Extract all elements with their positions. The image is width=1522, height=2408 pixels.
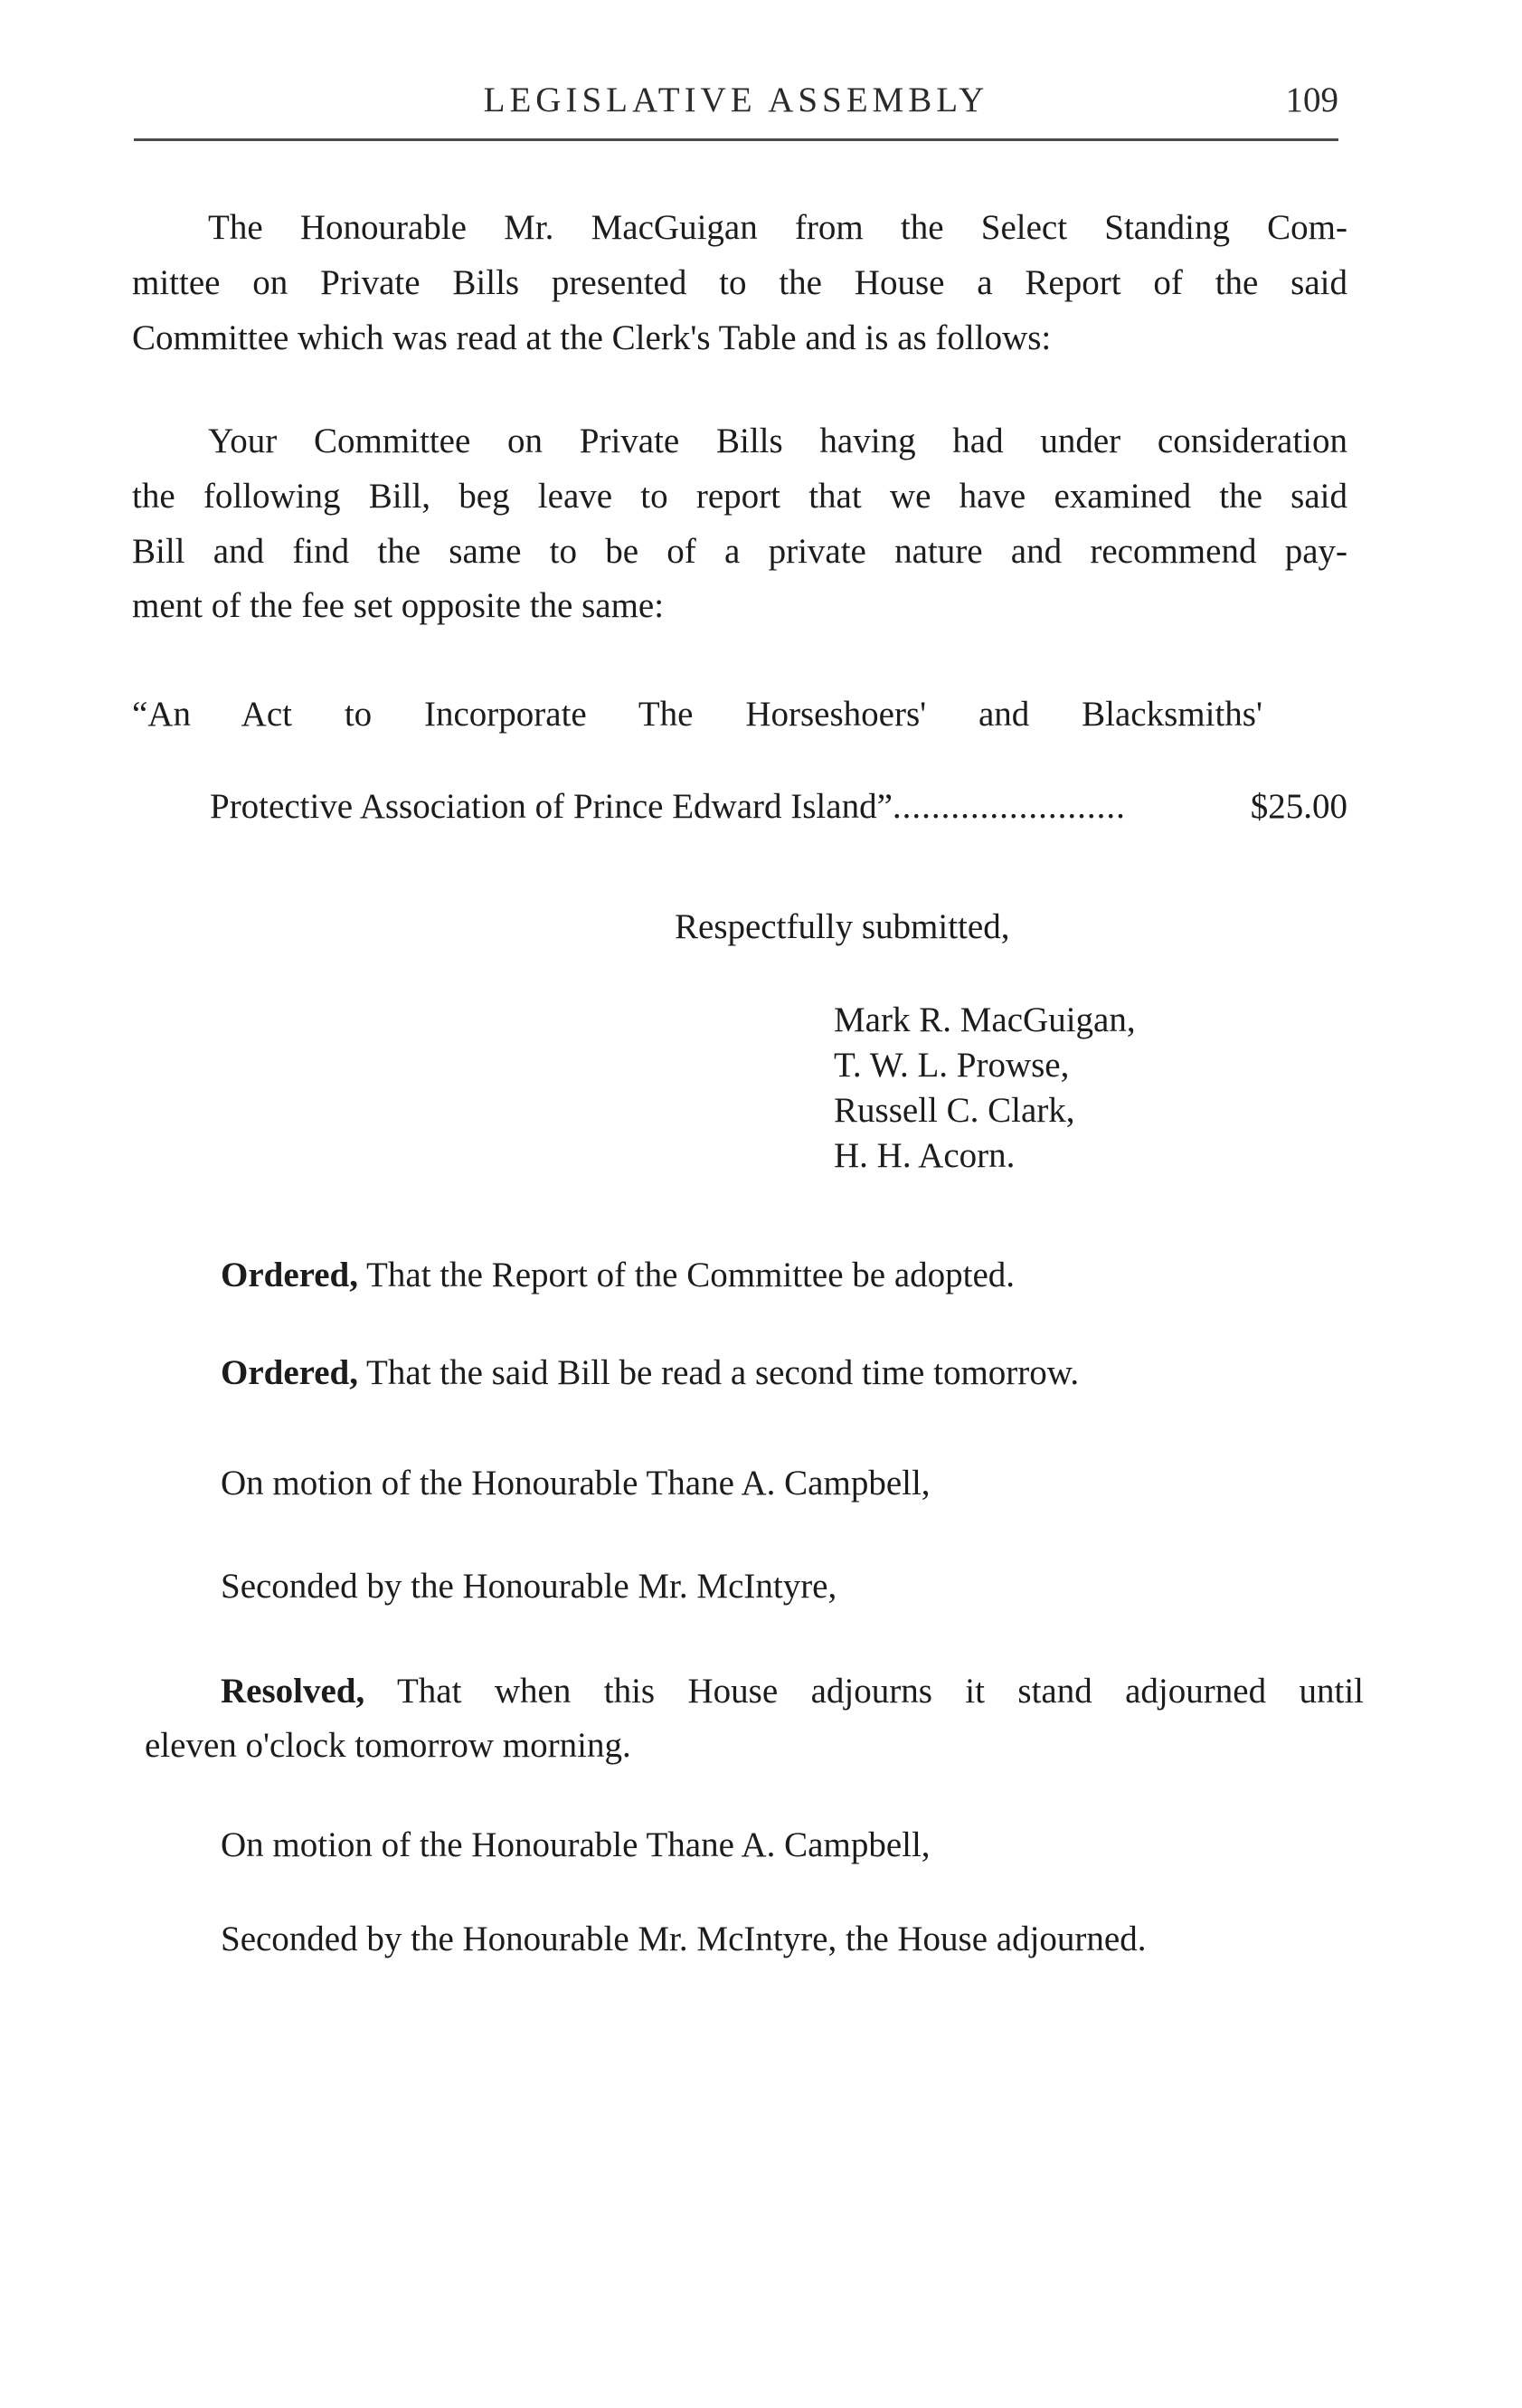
signatory-4: H. H. Acorn. <box>834 1136 1016 1175</box>
signatory-2: T. W. L. Prowse, <box>834 1046 1070 1085</box>
dot-leader: ........................ <box>892 787 1126 826</box>
running-header <box>134 80 1338 130</box>
report-body-line-2: the following Bill, beg leave to report that we have examined the said <box>132 477 1347 516</box>
report-body-line-4: ment of the fee set opposite the same: <box>132 586 665 625</box>
order-second-reading <box>221 1355 1079 1390</box>
report-body-line-3: Bill and find the same to be of a private nature and recommend pay- <box>132 532 1347 571</box>
signatory-1: Mark R. MacGuigan, <box>834 1000 1136 1039</box>
report-intro-line-3: Committee which was read at the Clerk's Table and is as follows: <box>132 318 1052 357</box>
resolution-text: That when this House adjourns it stand adjourned until <box>364 1672 1364 1711</box>
motion-2-moved: On motion of the Honourable Thane A. Campbell, <box>221 1825 931 1864</box>
respectfully-submitted: Respectfully submitted, <box>675 907 1010 946</box>
bill-title-line-1: “An Act to Incorporate The Horseshoers' and Blacksmiths' <box>132 695 1262 734</box>
order-text: That the said Bill be read a second time tomorrow. <box>358 1353 1080 1392</box>
order-keyword: Ordered, <box>221 1353 359 1392</box>
bill-title-text: Protective Association of Prince Edward Island” <box>210 787 893 826</box>
resolution-line-1 <box>221 1673 1364 1709</box>
header-rule <box>134 138 1338 141</box>
motion-1-seconded: Seconded by the Honourable Mr. McIntyre, <box>221 1567 837 1606</box>
report-intro-line-2: mittee on Private Bills presented to the House a Report of the said <box>132 263 1347 302</box>
motion-1-moved: On motion of the Honourable Thane A. Campbell, <box>221 1464 931 1503</box>
page-number: 109 <box>1285 81 1338 119</box>
signatory-3: Russell C. Clark, <box>834 1091 1075 1130</box>
bill-title-line-2 <box>210 789 1347 824</box>
resolution-keyword: Resolved, <box>221 1672 365 1711</box>
bill-fee: $25.00 <box>1250 787 1347 826</box>
motion-2-seconded: Seconded by the Honourable Mr. McIntyre, the House adjourned. <box>221 1920 1147 1958</box>
report-body-line-1: Your Committee on Private Bills having had under consideration <box>208 422 1347 460</box>
order-text: That the Report of the Committee be adopted. <box>358 1256 1016 1294</box>
header-title: LEGISLATIVE ASSEMBLY <box>483 81 989 119</box>
order-adopt-report <box>221 1257 1015 1293</box>
order-keyword: Ordered, <box>221 1256 359 1294</box>
resolution-line-2: eleven o'clock tomorrow morning. <box>145 1726 631 1765</box>
report-intro-line-1: The Honourable Mr. MacGuigan from the Select Standing Com- <box>208 208 1347 247</box>
